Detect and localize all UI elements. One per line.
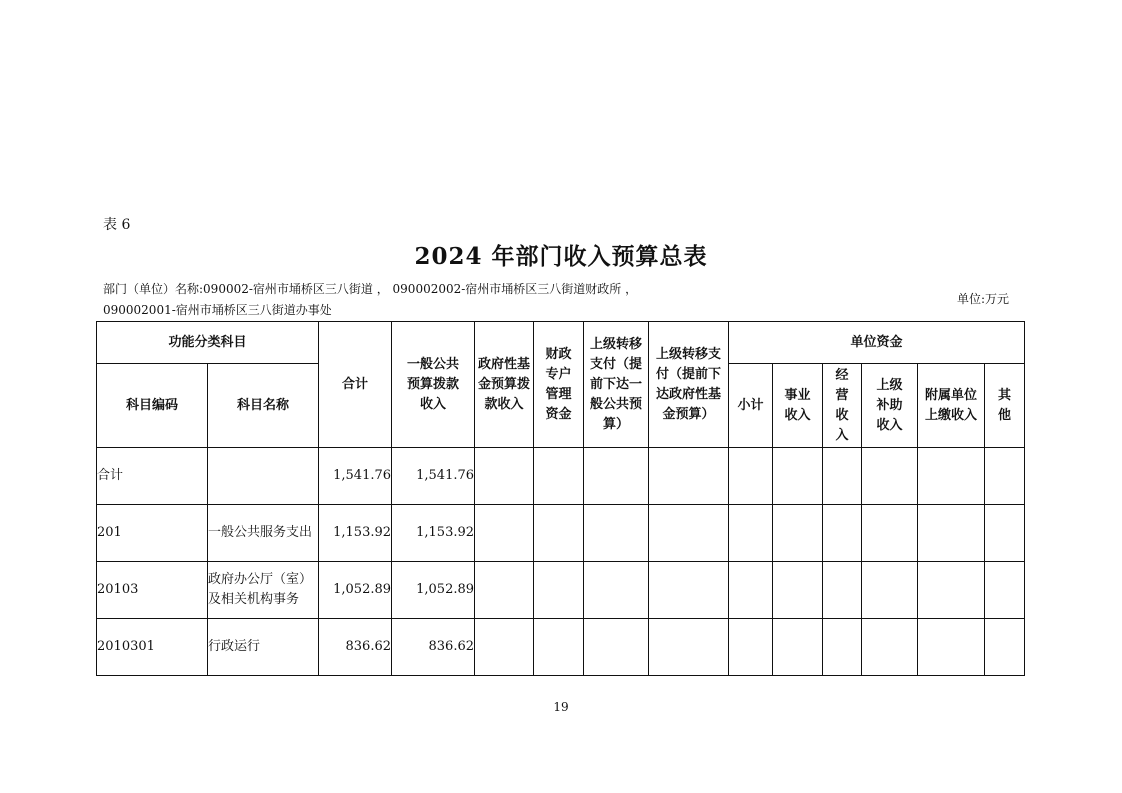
header-transfer-fund: 上级转移支付（提前下达政府性基金预算） [649, 322, 729, 448]
row-general: 1,153.92 [392, 505, 475, 562]
row-code: 20103 [97, 562, 208, 619]
table-row [97, 448, 1025, 505]
header-subsidy: 上级补助收入 [862, 364, 918, 448]
row-general: 836.62 [392, 619, 475, 676]
header-fiscal-account: 财政专户管理资金 [534, 322, 584, 448]
department-line-1: 部门（单位）名称:090002-宿州市埇桥区三八街道 ， 090002002-宿州市埇桥区三八街道财政所 ， [103, 282, 638, 296]
row-general: 1,052.89 [392, 562, 475, 619]
unit-label: 单位:万元 [957, 292, 1010, 306]
row-total: 1,052.89 [319, 562, 392, 619]
header-total: 合计 [319, 322, 392, 448]
table-row [97, 562, 1025, 619]
row-total: 1,541.76 [319, 448, 392, 505]
row-name [208, 448, 319, 505]
row-code: 合计 [97, 448, 208, 505]
header-business: 事业收入 [773, 364, 823, 448]
header-name: 科目名称 [208, 364, 319, 448]
header-func-class: 功能分类科目 [97, 322, 319, 364]
header-transfer-general: 上级转移支付（提前下达一般公共预算） [584, 322, 649, 448]
table-label: 表 6 [103, 217, 131, 233]
header-other: 其他 [985, 364, 1025, 448]
header-unit-funds: 单位资金 [729, 322, 1025, 364]
header-subtotal: 小计 [729, 364, 773, 448]
budget-table [96, 321, 1025, 676]
table-row [97, 619, 1025, 676]
row-total: 836.62 [319, 619, 392, 676]
row-code: 201 [97, 505, 208, 562]
row-total: 1,153.92 [319, 505, 392, 562]
row-name: 一般公共服务支出 [208, 505, 319, 562]
header-gov-fund: 政府性基金预算拨款收入 [475, 322, 534, 448]
header-code: 科目编码 [97, 364, 208, 448]
department-info [103, 279, 703, 321]
page-number: 19 [553, 700, 569, 714]
row-name: 政府办公厅（室）及相关机构事务 [208, 562, 319, 619]
row-name: 行政运行 [208, 619, 319, 676]
page-title: 2024 年部门收入预算总表 [414, 243, 708, 270]
row-code: 2010301 [97, 619, 208, 676]
row-general: 1,541.76 [392, 448, 475, 505]
department-line-2: 090002001-宿州市埇桥区三八街道办事处 [103, 303, 332, 317]
header-affiliated: 附属单位上缴收入 [918, 364, 985, 448]
header-general-budget: 一般公共预算拨款收入 [392, 322, 475, 448]
table-row [97, 505, 1025, 562]
header-operating: 经营收入 [823, 364, 862, 448]
